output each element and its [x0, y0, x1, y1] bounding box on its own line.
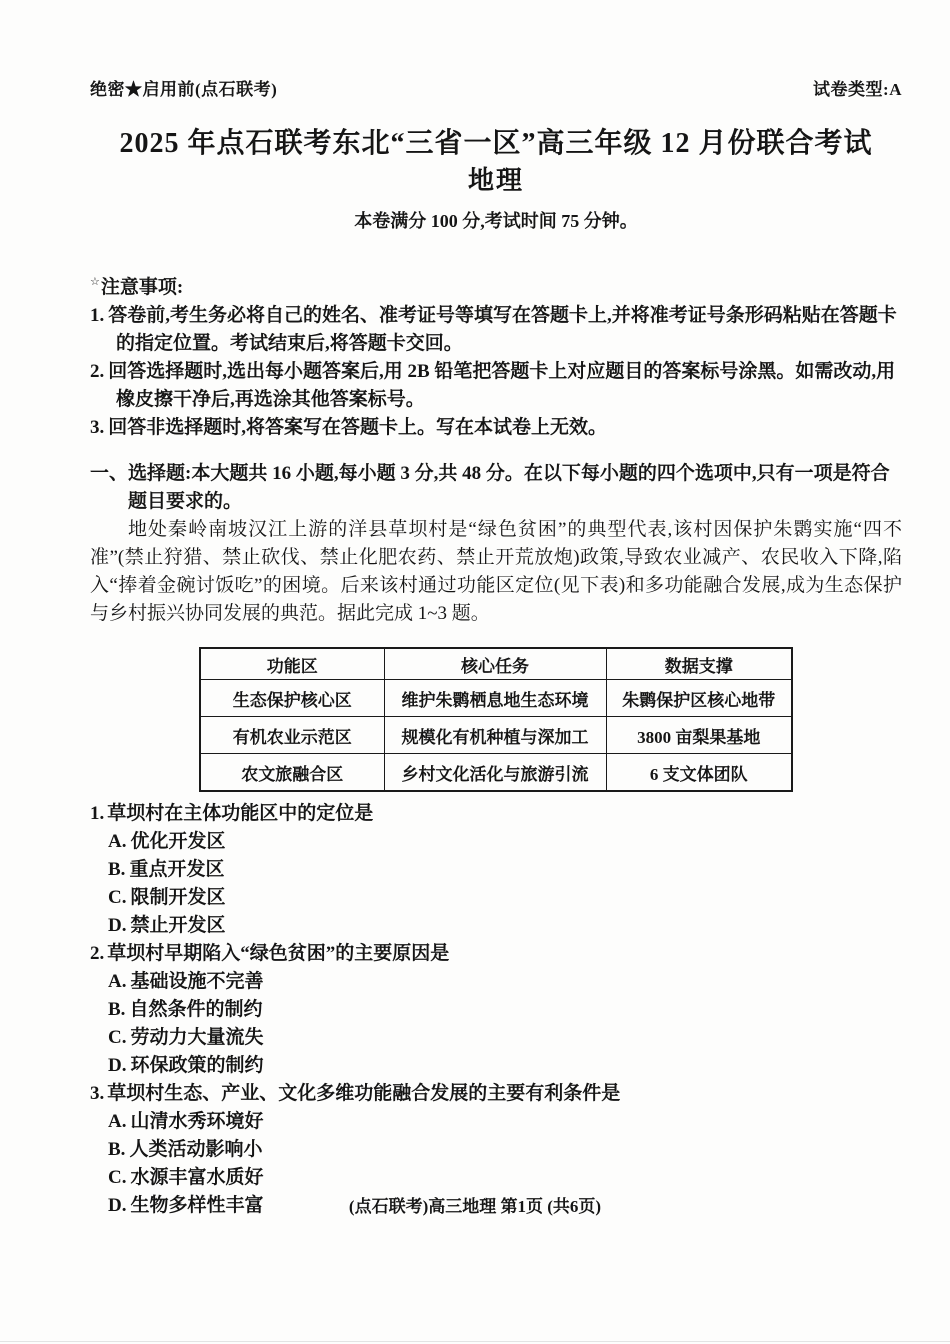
question-passage: 地处秦岭南坡汉江上游的洋县草坝村是“绿色贫困”的典型代表,该村因保护朱鹮实施“四不准”(禁止狩猎、禁止砍伐、禁止化肥农药、禁止开荒放炮)政策,导致农业减产、农民收入下降,陷入“捧着金碗讨饭吃”的困境。后来该村通过功能区定位(见下表)和多功能融合发展,成为生态保护与乡村振兴协同发展的典范。据此完成 1~3 题。 [90, 519, 902, 624]
notice-item-text: 答卷前,考生务必将自己的姓名、准考证号等填写在答题卡上,并将准考证号条形码粘贴在答题卡的指定位置。考试结束后,将答题卡交回。 [108, 305, 897, 354]
option-label: B. [108, 859, 126, 880]
option-label: D. [108, 1195, 127, 1216]
paper-type: 试卷类型:A [813, 80, 902, 99]
notice-item-text: 回答选择题时,选出每小题答案后,用 2B 铅笔把答题卡上对应题目的答案标号涂黑。如需改动,用橡皮擦干净后,再选涂其他答案标号。 [108, 361, 896, 410]
question-number: 2. [90, 943, 105, 964]
notice-item-number: 1. [90, 305, 105, 326]
option-text: 生物多样性丰富 [130, 1195, 264, 1216]
question-3-option-c [108, 1164, 902, 1192]
option-text: 基础设施不完善 [130, 971, 264, 992]
exam-title: 2025 年点石联考东北“三省一区”高三年级 12 月份联合考试 [119, 128, 873, 159]
question-text: 草坝村早期陷入“绿色贫困”的主要原因是 [107, 943, 450, 964]
table-cell: 维护朱鹮栖息地生态环境 [384, 680, 606, 717]
notice-item-number: 2. [90, 361, 105, 382]
table-cell: 6 支文体团队 [606, 754, 792, 792]
question-2-option-c [108, 1024, 902, 1052]
exam-info: 本卷满分 100 分,考试时间 75 分钟。 [354, 211, 638, 231]
question-1 [90, 800, 902, 828]
table-header-row [200, 648, 792, 680]
notice-heading [90, 268, 902, 302]
table-cell: 规模化有机种植与深加工 [384, 717, 606, 754]
question-1-option-d [108, 912, 902, 940]
question-3-option-b [108, 1136, 902, 1164]
table-row [200, 717, 792, 754]
option-text: 环保政策的制约 [130, 1055, 264, 1076]
option-text: 优化开发区 [130, 831, 226, 852]
option-label: C. [108, 1027, 127, 1048]
table-header-cell: 数据支撑 [606, 648, 792, 680]
table-row [200, 754, 792, 792]
page-footer: (点石联考)高三地理 第1页 (共6页) [348, 1197, 602, 1216]
option-text: 劳动力大量流失 [130, 1027, 264, 1048]
table-cell: 乡村文化活化与旅游引流 [384, 754, 606, 792]
section-heading: 一、选择题:本大题共 16 小题,每小题 3 分,共 48 分。在以下每小题的四个选项中,只有一项是符合题目要求的。 [90, 463, 890, 512]
option-text: 限制开发区 [130, 887, 226, 908]
option-text: 人类活动影响小 [129, 1139, 263, 1160]
notice-heading-text: 注意事项: [100, 277, 184, 298]
option-label: A. [108, 831, 127, 852]
question-1-option-c [108, 884, 902, 912]
option-text: 山清水秀环境好 [130, 1111, 264, 1132]
security-classification: 绝密★启用前(点石联考) [90, 80, 278, 99]
question-2-option-a [108, 968, 902, 996]
notice-item-number: 3. [90, 417, 105, 438]
exam-subject: 地理 [467, 166, 524, 195]
table-header-cell: 功能区 [200, 648, 384, 680]
option-label: D. [108, 915, 127, 936]
table-header-cell: 核心任务 [384, 648, 606, 680]
option-label: B. [108, 999, 126, 1020]
question-1-option-a [108, 828, 902, 856]
notice-item-text: 回答非选择题时,将答案写在答题卡上。写在本试卷上无效。 [108, 417, 608, 438]
notice-item [90, 358, 902, 414]
question-3-option-a [108, 1108, 902, 1136]
table-cell: 有机农业示范区 [200, 717, 384, 754]
notice-item [90, 302, 902, 358]
question-text: 草坝村生态、产业、文化多维功能融合发展的主要有利条件是 [107, 1083, 621, 1104]
question-2-option-d [108, 1052, 902, 1080]
option-label: C. [108, 887, 127, 908]
option-text: 水源丰富水质好 [130, 1167, 264, 1188]
table-row [200, 680, 792, 717]
function-zone-table [199, 647, 793, 792]
option-label: A. [108, 971, 127, 992]
option-text: 重点开发区 [129, 859, 225, 880]
table-cell: 朱鹮保护区核心地带 [606, 680, 792, 717]
question-1-option-b [108, 856, 902, 884]
question-number: 3. [90, 1083, 105, 1104]
option-text: 禁止开发区 [130, 915, 226, 936]
option-text: 自然条件的制约 [129, 999, 263, 1020]
option-label: D. [108, 1055, 127, 1076]
notice-item [90, 414, 902, 442]
question-text: 草坝村在主体功能区中的定位是 [107, 803, 374, 824]
table-cell: 3800 亩梨果基地 [606, 717, 792, 754]
question-number: 1. [90, 803, 105, 824]
question-2 [90, 940, 902, 968]
table-cell: 生态保护核心区 [200, 680, 384, 717]
question-2-option-b [108, 996, 902, 1024]
option-label: C. [108, 1167, 127, 1188]
star-mark-icon: ☆ [90, 276, 100, 288]
table-cell: 农文旅融合区 [200, 754, 384, 792]
notice-section [90, 268, 902, 442]
option-label: B. [108, 1139, 126, 1160]
question-3 [90, 1080, 902, 1108]
paper-header [90, 75, 902, 100]
option-label: A. [108, 1111, 127, 1132]
